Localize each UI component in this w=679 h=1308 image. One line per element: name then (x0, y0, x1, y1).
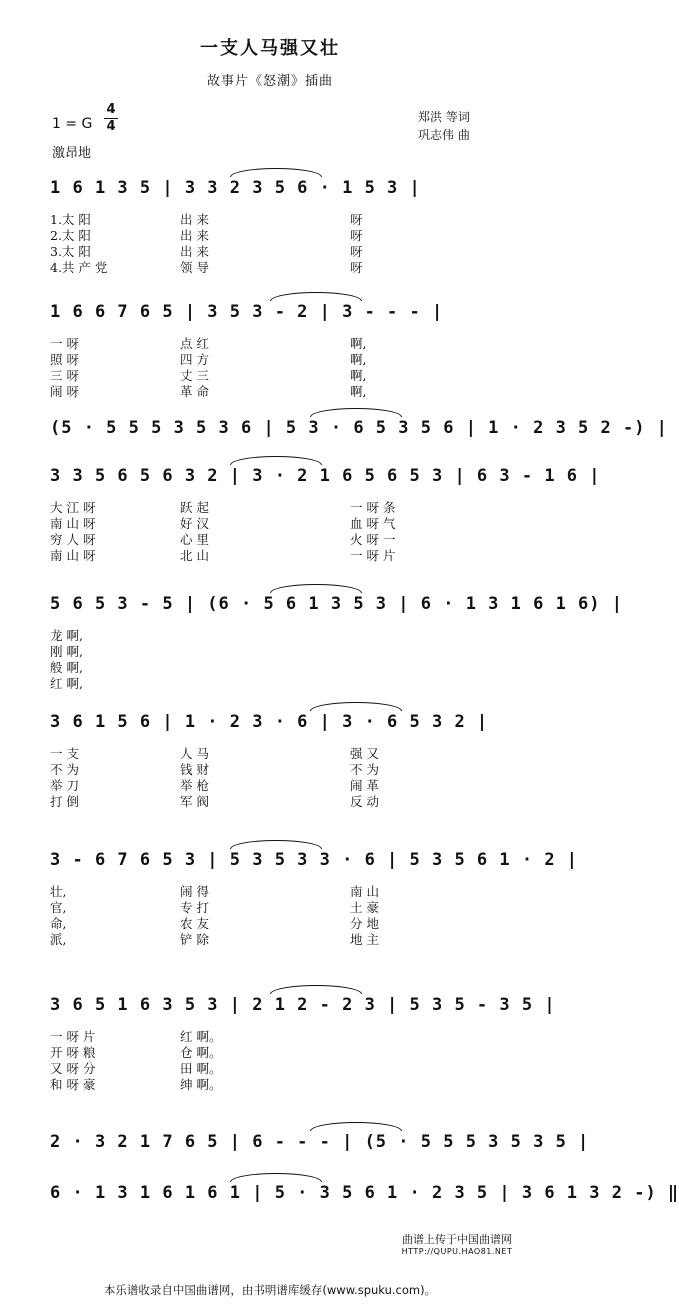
slur-mark (310, 408, 402, 417)
lyric-segment: 举 枪 (180, 778, 209, 793)
notation-row-s6: 3 6 1 5 6 | 1 · 2 3 · 6 | 3 · 6 5 3 2 | (50, 712, 489, 732)
notation-row-s8: 3 6 5 1 6 3 5 3 | 2 1 2 - 2 3 | 5 3 5 - 3 5 | (50, 995, 556, 1015)
credits (418, 108, 470, 144)
lyric-segment: 一 支 (50, 746, 79, 761)
notation-row-s5: 5 6 5 3 - 5 | (6 · 5 6 1 3 5 3 | 6 · 1 3 1 6 1 6) | (50, 594, 623, 614)
lyric-segment: 农 友 (180, 916, 209, 931)
lyric-segment: 出 来 (180, 212, 209, 227)
lyric-segment: 壮, (50, 884, 67, 899)
lyric-segment: 四 方 (180, 352, 209, 367)
lyric-segment: 革 命 (180, 384, 209, 399)
notation-row-s3: (5 · 5 5 5 3 5 3 6 | 5 3 · 6 5 3 5 6 | 1 · 2 3 5 2 -) | (50, 418, 668, 438)
lyric-segment: 出 来 (180, 228, 209, 243)
lyric-segment: 丈 三 (180, 368, 209, 383)
lyric-segment: 绅 啊。 (180, 1077, 222, 1092)
lyric-segment: 强 又 (350, 746, 379, 761)
lyric-segment: 呀 (350, 260, 363, 275)
lyric-segment: 南 山 呀 (50, 548, 96, 563)
key-signature: 1 = G (52, 116, 93, 132)
lyric-segment: 一 呀 条 (350, 500, 396, 515)
lyric-segment: 和 呀 豪 (50, 1077, 96, 1092)
lyric-line (45, 930, 495, 945)
score-subtitle: 故事片《怒潮》插曲 (206, 74, 333, 89)
lyric-segment: 照 呀 (50, 352, 79, 367)
lyric-line (45, 658, 495, 673)
lyric-segment: 分 地 (350, 916, 379, 931)
time-signature-bottom: 4 (106, 119, 116, 134)
lyric-segment: 反 动 (350, 794, 379, 809)
lyric-segment: 啊, (350, 352, 367, 367)
lyric-segment: 专 打 (180, 900, 209, 915)
upload-note-text: 曲谱上传于中国曲谱网 (402, 1233, 512, 1246)
lyric-line (45, 366, 495, 381)
slur-mark (310, 702, 402, 711)
lyric-segment: 不 为 (50, 762, 79, 777)
lyric-segment: 闹 呀 (50, 384, 79, 399)
lyric-line (45, 334, 495, 349)
notation-row-s10: 6 · 1 3 1 6 1 6 1 | 5 · 3 5 6 1 · 2 3 5 | 3 6 1 3 2 -) ‖ (50, 1183, 679, 1203)
lyric-line (45, 914, 495, 929)
lyric-segment: 火 呀 一 (350, 532, 396, 547)
lyric-segment: 地 主 (350, 932, 379, 947)
lyric-segment: 大 江 呀 (50, 500, 96, 515)
lyric-segment: 2.太 阳 (50, 228, 91, 243)
lyric-segment: 红 啊, (50, 676, 83, 691)
slur-mark (230, 1173, 322, 1182)
lyric-segment: 官, (50, 900, 67, 915)
lyric-segment: 龙 啊, (50, 628, 83, 643)
lyric-line (45, 382, 495, 397)
slur-mark (230, 840, 322, 849)
lyric-line (45, 642, 495, 657)
tempo-marking: 激昂地 (52, 146, 92, 161)
lyric-segment: 不 为 (350, 762, 379, 777)
score-title: 一支人马强又壮 (200, 38, 340, 59)
time-signature (104, 103, 118, 134)
lyric-segment: 心 里 (180, 532, 209, 547)
lyric-segment: 命, (50, 916, 67, 931)
lyric-line (45, 744, 495, 759)
lyric-segment: 3.太 阳 (50, 244, 91, 259)
slur-mark (230, 168, 322, 177)
notation-row-s9: 2 · 3 2 1 7 6 5 | 6 - - - | (5 · 5 5 5 3 5 3 5 | (50, 1132, 590, 1152)
slur-mark (230, 456, 322, 465)
lyric-line (45, 776, 495, 791)
lyric-line (45, 898, 495, 913)
lyric-segment: 一 呀 片 (50, 1029, 96, 1044)
lyric-segment: 三 呀 (50, 368, 79, 383)
lyric-segment: 一 呀 片 (350, 548, 396, 563)
lyric-segment: 人 马 (180, 746, 209, 761)
slur-mark (270, 584, 362, 593)
lyric-segment: 土 豪 (350, 900, 379, 915)
notation-row-s7: 3 - 6 7 6 5 3 | 5 3 5 3 3 · 6 | 5 3 5 6 1 · 2 | (50, 850, 579, 870)
lyric-line (45, 530, 495, 545)
lyric-segment: 军 阀 (180, 794, 209, 809)
lyric-segment: 北 山 (180, 548, 209, 563)
lyric-segment: 血 呀 气 (350, 516, 396, 531)
lyric-segment: 仓 啊。 (180, 1045, 222, 1060)
lyric-segment: 啊, (350, 384, 367, 399)
lyric-line (45, 1027, 495, 1042)
lyric-segment: 又 呀 分 (50, 1061, 96, 1076)
upload-note (382, 1234, 532, 1258)
lyric-line (45, 1059, 495, 1074)
lyric-segment: 领 导 (180, 260, 209, 275)
lyric-segment: 呀 (350, 228, 363, 243)
lyric-segment: 闹 革 (350, 778, 379, 793)
lyric-line (45, 626, 495, 641)
lyric-line (45, 546, 495, 561)
lyric-segment: 一 呀 (50, 336, 79, 351)
notation-row-s2: 1 6 6 7 6 5 | 3 5 3 - 2 | 3 - - - | (50, 302, 444, 322)
lyric-segment: 刚 啊, (50, 644, 83, 659)
slur-mark (310, 1122, 402, 1131)
lyric-segment: 穷 人 呀 (50, 532, 96, 547)
lyric-line (45, 674, 495, 689)
notation-row-s1: 1 6 1 3 5 | 3 3 2 3 5 6 · 1 5 3 | (50, 178, 421, 198)
lyric-segment: 南 山 呀 (50, 516, 96, 531)
lyric-segment: 呀 (350, 212, 363, 227)
lyric-line (45, 258, 495, 273)
source-note: 本乐谱收录自中国曲谱网，由书明谱库缓存(www.spuku.com)。 (103, 1283, 437, 1297)
lyric-segment: 红 啊。 (180, 1029, 222, 1044)
lyric-line (45, 1075, 495, 1090)
lyric-line (45, 498, 495, 513)
slur-mark (270, 985, 362, 994)
lyric-segment: 般 啊, (50, 660, 83, 675)
lyric-line (45, 210, 495, 225)
slur-mark (270, 292, 362, 301)
lyric-segment: 出 来 (180, 244, 209, 259)
lyric-line (45, 882, 495, 897)
lyric-segment: 跃 起 (180, 500, 209, 515)
lyric-segment: 啊, (350, 336, 367, 351)
lyric-segment: 派, (50, 932, 67, 947)
time-signature-top: 4 (106, 102, 116, 117)
lyric-segment: 啊, (350, 368, 367, 383)
notation-row-s4: 3 3 5 6 5 6 3 2 | 3 · 2 1 6 5 6 5 3 | 6 3 - 1 6 | (50, 466, 601, 486)
lyric-segment: 铲 除 (180, 932, 209, 947)
lyric-line (45, 514, 495, 529)
lyric-segment: 南 山 (350, 884, 379, 899)
lyric-segment: 1.太 阳 (50, 212, 91, 227)
lyric-line (45, 1043, 495, 1058)
lyric-segment: 举 刀 (50, 778, 79, 793)
lyric-segment: 点 红 (180, 336, 209, 351)
lyric-line (45, 350, 495, 365)
lyric-line (45, 242, 495, 257)
lyric-segment: 呀 (350, 244, 363, 259)
lyricist: 郑洪 等词 (418, 110, 470, 124)
lyric-segment: 打 倒 (50, 794, 79, 809)
lyric-segment: 田 啊。 (180, 1061, 222, 1076)
lyric-segment: 闹 得 (180, 884, 209, 899)
lyric-segment: 钱 财 (180, 762, 209, 777)
composer: 巩志伟 曲 (418, 128, 470, 142)
lyric-line (45, 792, 495, 807)
lyric-line (45, 760, 495, 775)
lyric-segment: 开 呀 粮 (50, 1045, 96, 1060)
lyric-segment: 4.共 产 党 (50, 260, 108, 275)
lyric-line (45, 226, 495, 241)
lyric-segment: 好 汉 (180, 516, 209, 531)
upload-note-url: HTTP://QUPU.HAO81.NET (401, 1247, 513, 1256)
